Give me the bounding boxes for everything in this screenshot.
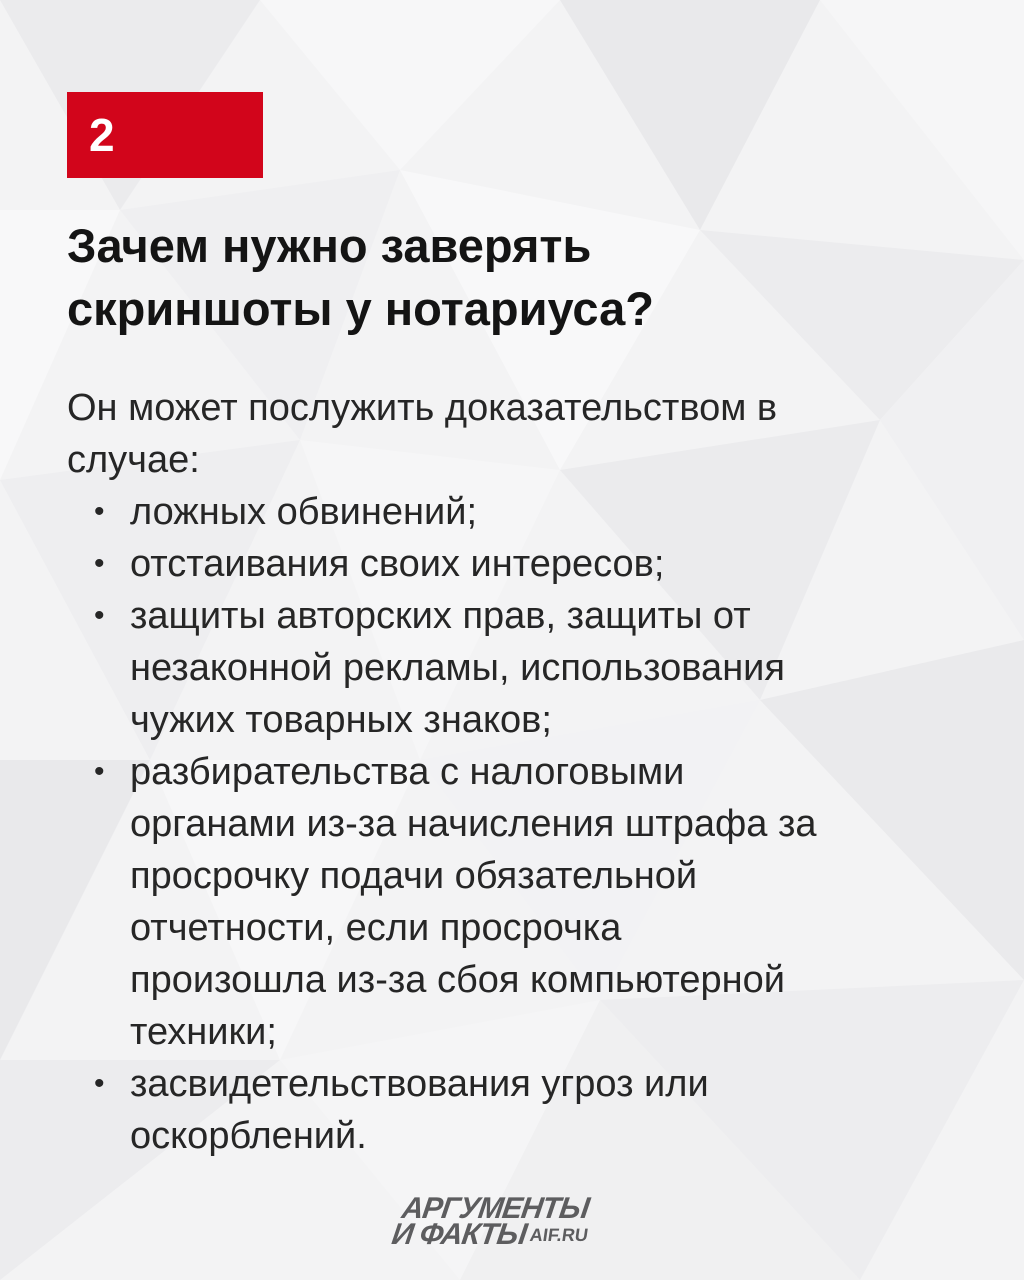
list-item-line: органами из-за начисления штрафа за: [130, 803, 817, 845]
page-title: [67, 214, 967, 340]
aif-logo: [389, 1192, 662, 1254]
intro-line: Он может послужить доказательством в: [67, 387, 778, 429]
logo-line-2-text: И ФАКТЫ: [389, 1218, 529, 1251]
badge-number: 2: [89, 109, 115, 161]
list-item-line: незаконной рекламы, использования: [130, 647, 785, 689]
bullet-icon: •: [94, 495, 105, 528]
list-item-line: произошла из-за сбоя компьютерной: [130, 959, 785, 1001]
bullet-icon: •: [94, 1067, 105, 1100]
list-item-line: оскорблений.: [130, 1115, 367, 1157]
list-item: [90, 538, 1010, 590]
logo-line-1: АРГУМЕНТЫ: [399, 1192, 591, 1225]
intro-line: случае:: [67, 439, 200, 481]
number-badge: [67, 92, 263, 178]
list-item-line: защиты авторских прав, защиты от: [130, 595, 751, 637]
logo-url: AIF.RU: [528, 1225, 590, 1245]
list-item-line: ложных обвинений;: [130, 491, 478, 533]
list-item-line: разбирательства с налоговыми: [130, 751, 685, 793]
list-item-line: просрочку подачи обязательной: [130, 855, 698, 897]
bullet-icon: •: [94, 547, 105, 580]
intro-text: [67, 382, 997, 486]
list-item: [90, 486, 1010, 538]
logo-line-2: [390, 1220, 590, 1250]
list-item-line: отчетности, если просрочка: [130, 907, 622, 949]
list-item-line: техники;: [130, 1011, 277, 1053]
list-item: [90, 590, 1010, 746]
list-item-line: засвидетельствования угроз или: [130, 1063, 709, 1105]
list-item: [90, 746, 1010, 1058]
list-item-line: чужих товарных знаков;: [130, 699, 552, 741]
bullet-icon: •: [94, 755, 105, 788]
title-line: скриншоты у нотариуса?: [67, 282, 654, 335]
list-item-line: отстаивания своих интересов;: [130, 543, 665, 585]
title-line: Зачем нужно заверять: [67, 219, 592, 272]
reasons-list: [90, 486, 1010, 1162]
list-item: [90, 1058, 1010, 1162]
bullet-icon: •: [94, 599, 105, 632]
